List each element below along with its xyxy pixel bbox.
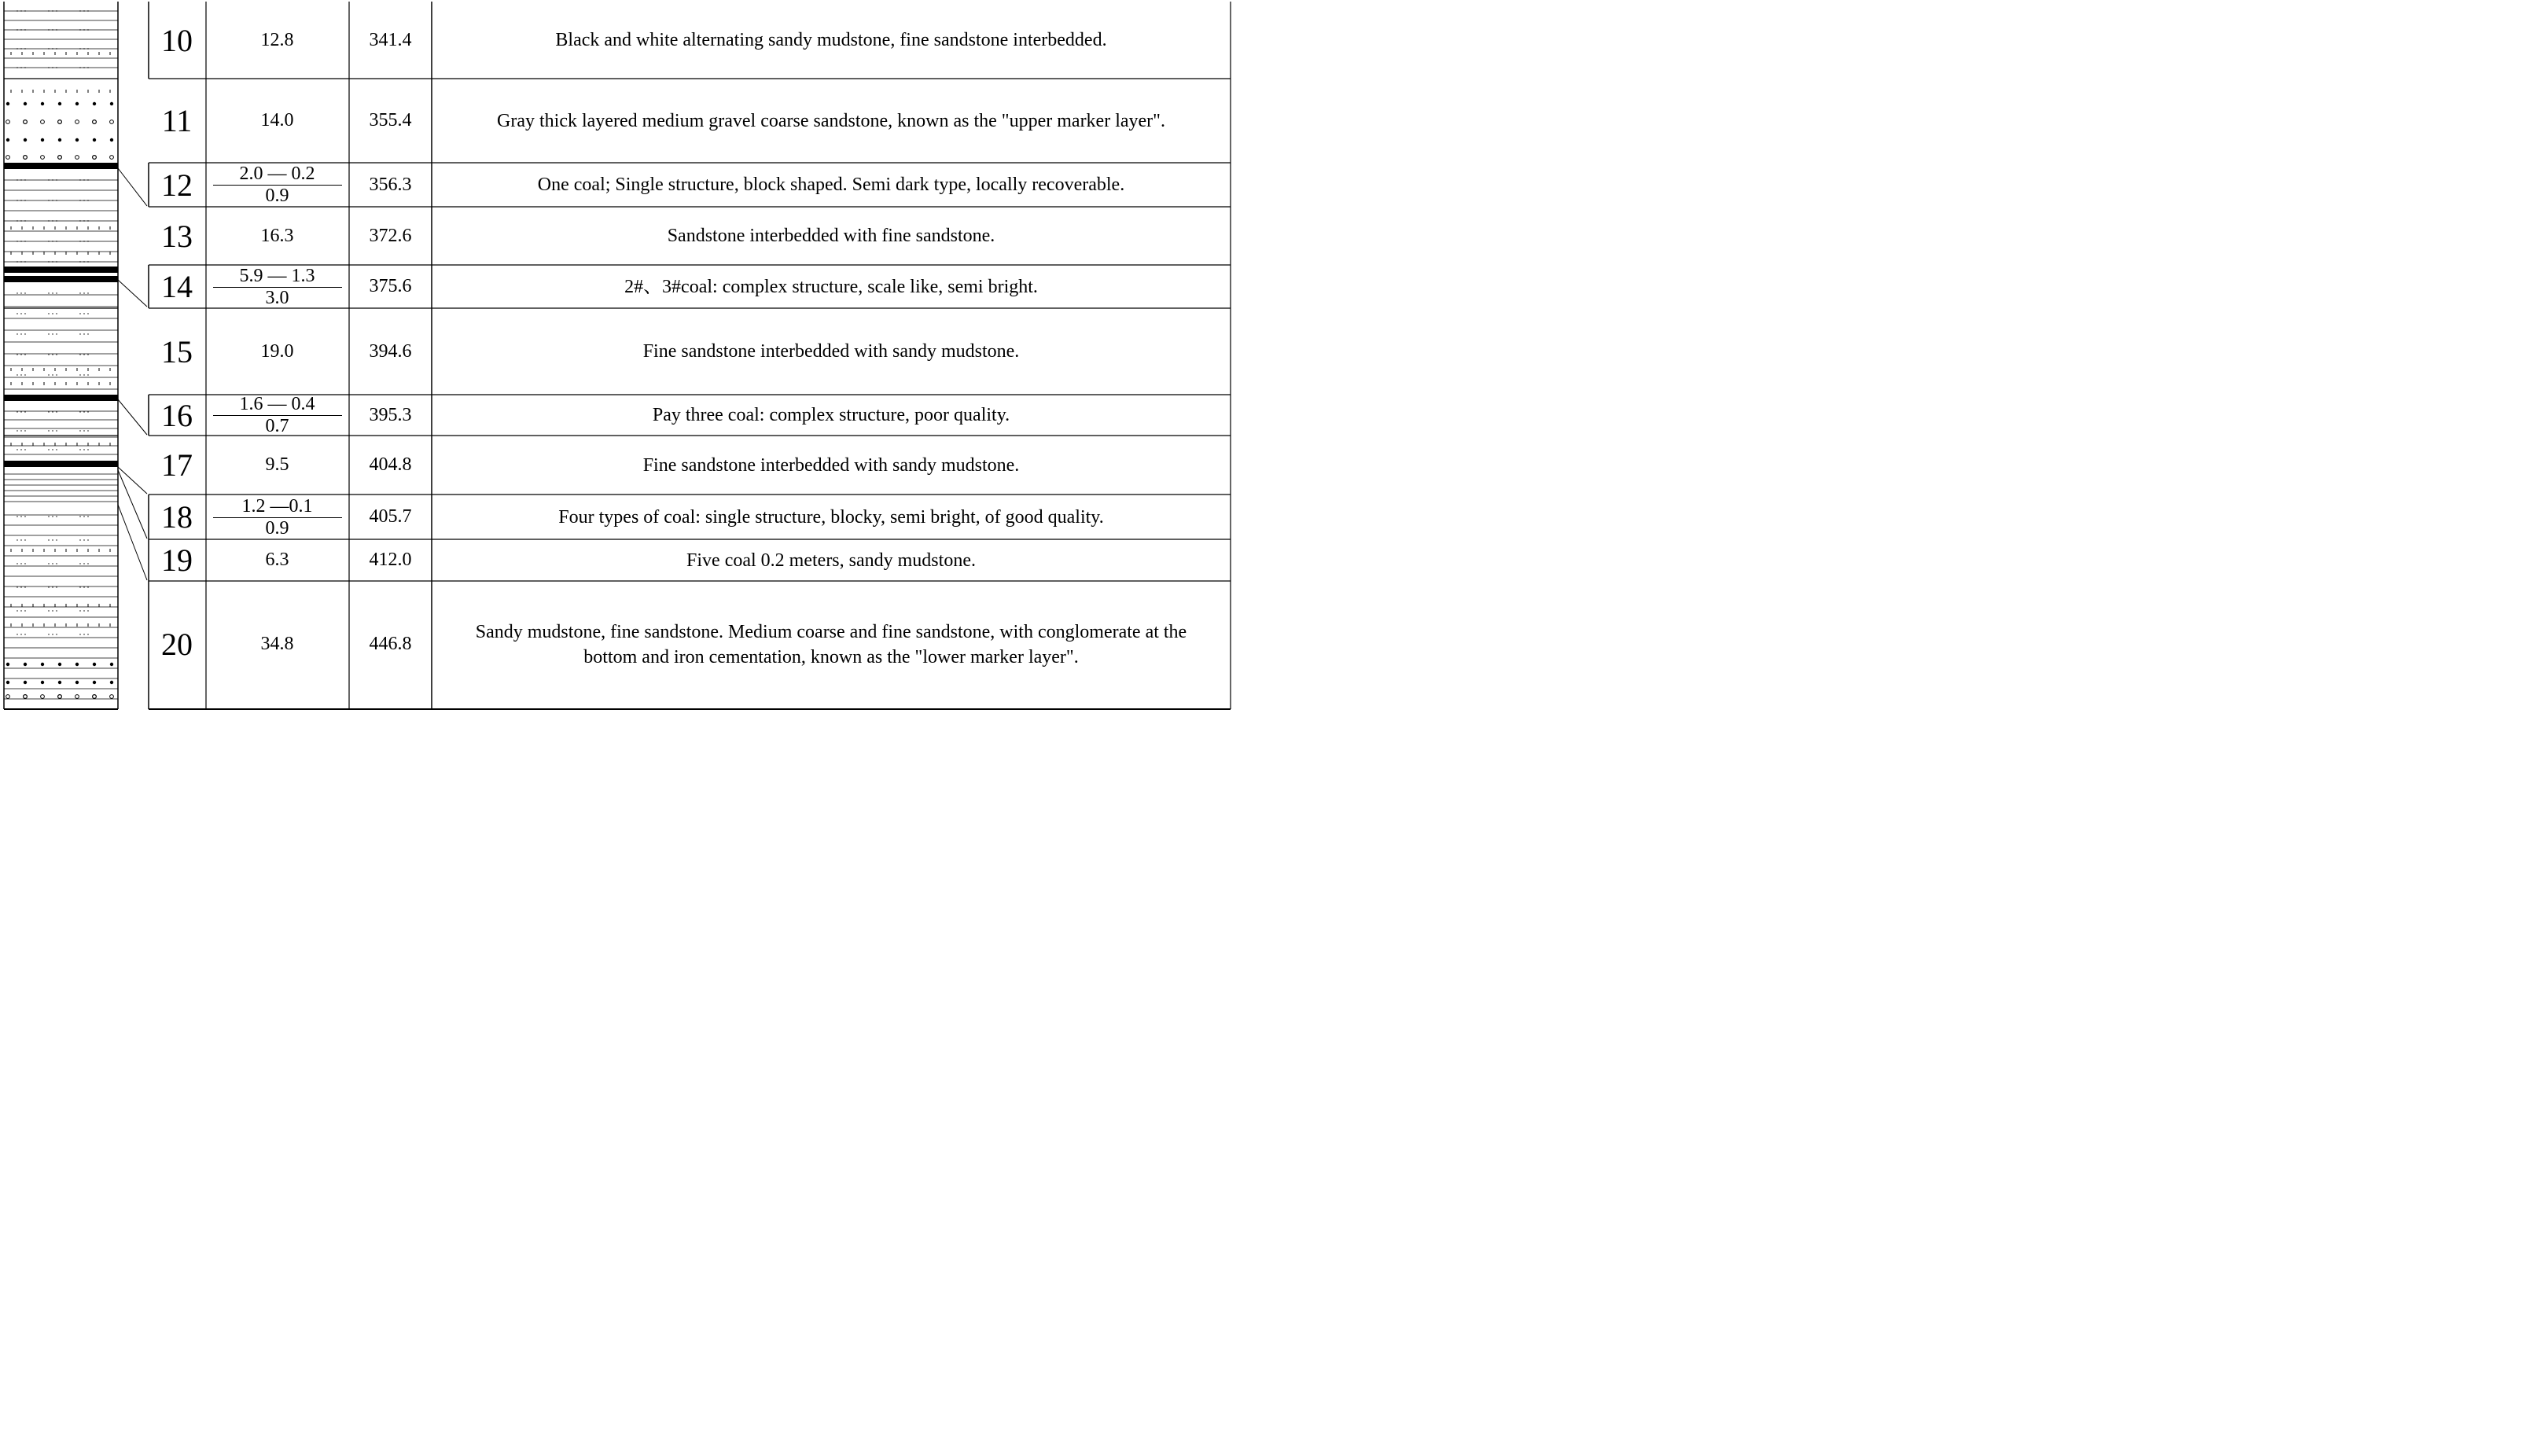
connector-line — [118, 168, 147, 206]
sandstone-stipple — [24, 586, 25, 587]
gravel-dot — [58, 102, 61, 105]
layer-depth: 412.0 — [369, 550, 412, 570]
layer-number: 10 — [161, 22, 193, 58]
coal-seam-band — [4, 276, 118, 282]
sandstone-stipple — [87, 374, 88, 375]
layer-thickness — [205, 395, 349, 436]
thickness-average: 3.0 — [265, 287, 289, 308]
sandstone-stipple — [79, 610, 80, 611]
table-row — [149, 395, 1231, 436]
sandstone-stipple — [79, 354, 80, 355]
sandstone-stipple — [79, 29, 80, 30]
gravel-dot — [24, 663, 27, 666]
thickness-range: 5.9 — 1.3 — [213, 267, 342, 288]
layer-thickness: 12.8 — [260, 29, 294, 50]
sandstone-stipple — [56, 610, 57, 611]
sandstone-stipple — [87, 516, 88, 517]
gravel-dot — [41, 102, 44, 105]
sandstone-stipple — [83, 292, 84, 293]
gravel-circle — [93, 120, 97, 124]
sandstone-stipple — [87, 586, 88, 587]
sandstone-stipple — [56, 10, 57, 11]
sandstone-stipple — [56, 516, 57, 517]
gravel-dot — [93, 663, 96, 666]
sandstone-stipple — [87, 539, 88, 540]
thickness-fraction — [213, 164, 342, 205]
sandstone-stipple — [87, 67, 88, 68]
gravel-circle — [6, 156, 10, 160]
sandstone-stipple — [20, 563, 21, 564]
sandstone-stipple — [56, 48, 57, 49]
sandstone-stipple — [87, 333, 88, 334]
gravel-circle — [110, 695, 114, 699]
sandstone-stipple — [52, 354, 53, 355]
gravel-circle — [75, 156, 79, 160]
sandstone-stipple — [79, 374, 80, 375]
gravel-dot — [6, 663, 9, 666]
connector-line — [118, 505, 147, 580]
sandstone-stipple — [20, 48, 21, 49]
sandstone-stipple — [48, 10, 49, 11]
sandstone-stipple — [83, 67, 84, 68]
layer-thickness: 9.5 — [265, 454, 289, 475]
sandstone-stipple — [48, 430, 49, 431]
sandstone-stipple — [52, 48, 53, 49]
gravel-dot — [24, 681, 27, 684]
sandstone-stipple — [20, 610, 21, 611]
sandstone-stipple — [56, 449, 57, 450]
sandstone-stipple — [24, 539, 25, 540]
layer-description: Five coal 0.2 meters, sandy mudstone. — [686, 550, 976, 571]
sandstone-stipple — [87, 563, 88, 564]
sandstone-stipple — [56, 29, 57, 30]
sandstone-stipple — [24, 67, 25, 68]
sandstone-stipple — [24, 516, 25, 517]
sandstone-stipple — [79, 516, 80, 517]
sandstone-stipple — [56, 430, 57, 431]
connector-line — [118, 399, 147, 435]
sandstone-stipple — [52, 292, 53, 293]
table-row — [149, 436, 1231, 495]
sandstone-stipple — [20, 292, 21, 293]
layer-number: 11 — [161, 103, 193, 138]
sandstone-stipple — [24, 430, 25, 431]
layer-thickness — [205, 265, 349, 308]
coal-seam-band — [4, 163, 118, 169]
thickness-average: 0.9 — [265, 517, 289, 539]
gravel-dot — [75, 681, 79, 684]
sandstone-stipple — [87, 29, 88, 30]
sandstone-stipple — [20, 449, 21, 450]
sandstone-stipple — [79, 261, 80, 262]
layer-number: 18 — [161, 499, 193, 535]
sandstone-stipple — [83, 586, 84, 587]
sandstone-stipple — [79, 563, 80, 564]
sandstone-stipple — [48, 333, 49, 334]
table-row — [149, 79, 1231, 163]
sandstone-stipple — [87, 313, 88, 314]
layer-number: 12 — [161, 167, 193, 203]
sandstone-stipple — [48, 67, 49, 68]
sandstone-stipple — [48, 563, 49, 564]
sandstone-stipple — [56, 563, 57, 564]
gravel-circle — [6, 120, 10, 124]
sandstone-stipple — [83, 10, 84, 11]
sandstone-stipple — [56, 374, 57, 375]
sandstone-stipple — [52, 449, 53, 450]
sandstone-stipple — [52, 563, 53, 564]
sandstone-stipple — [52, 610, 53, 611]
sandstone-stipple — [52, 179, 53, 180]
table-row — [149, 207, 1231, 265]
sandstone-stipple — [83, 48, 84, 49]
sandstone-stipple — [56, 354, 57, 355]
sandstone-stipple — [83, 539, 84, 540]
sandstone-stipple — [56, 411, 57, 412]
sandstone-stipple — [48, 586, 49, 587]
sandstone-stipple — [20, 10, 21, 11]
sandstone-stipple — [79, 539, 80, 540]
sandstone-stipple — [24, 29, 25, 30]
sandstone-stipple — [83, 29, 84, 30]
gravel-dot — [24, 138, 27, 142]
layer-description: One coal; Single structure, block shaped. Semi dark type, locally recoverable. — [537, 175, 1125, 195]
sandstone-stipple — [24, 374, 25, 375]
sandstone-stipple — [24, 449, 25, 450]
sandstone-stipple — [87, 48, 88, 49]
sandstone-stipple — [87, 292, 88, 293]
sandstone-stipple — [87, 449, 88, 450]
thickness-range: 2.0 — 0.2 — [213, 164, 342, 186]
gravel-dot — [93, 138, 96, 142]
sandstone-stipple — [20, 516, 21, 517]
sandstone-stipple — [83, 449, 84, 450]
sandstone-stipple — [48, 179, 49, 180]
sandstone-stipple — [48, 29, 49, 30]
gravel-dot — [58, 138, 61, 142]
sandstone-stipple — [87, 610, 88, 611]
gravel-circle — [110, 120, 114, 124]
layer-description: Pay three coal: complex structure, poor quality. — [652, 405, 1010, 425]
thickness-fraction — [213, 267, 342, 307]
sandstone-stipple — [52, 411, 53, 412]
layer-description: 2#、3#coal: complex structure, scale like, semi bright. — [624, 276, 1038, 297]
sandstone-stipple — [83, 374, 84, 375]
sandstone-stipple — [52, 29, 53, 30]
gravel-dot — [41, 663, 44, 666]
sandstone-stipple — [56, 333, 57, 334]
sandstone-stipple — [20, 313, 21, 314]
gravel-dot — [110, 138, 113, 142]
gravel-circle — [58, 156, 62, 160]
gravel-circle — [41, 120, 45, 124]
sandstone-stipple — [56, 261, 57, 262]
layer-number: 14 — [161, 269, 193, 304]
layer-number: 15 — [161, 333, 193, 370]
table-row — [149, 265, 1231, 308]
layer-description: Sandy mudstone, fine sandstone. Medium coarse and fine sandstone, with conglomerate at the bottom and iron cementation, known as the "lower marker layer". — [475, 621, 1187, 667]
sandstone-stipple — [48, 261, 49, 262]
gravel-circle — [6, 695, 10, 699]
thickness-range: 1.6 — 0.4 — [213, 395, 342, 416]
gravel-dot — [58, 663, 61, 666]
layer-number: 20 — [161, 627, 193, 662]
gravel-dot — [110, 663, 113, 666]
sandstone-stipple — [20, 179, 21, 180]
table-row — [149, 581, 1231, 708]
sandstone-stipple — [56, 539, 57, 540]
sandstone-stipple — [20, 430, 21, 431]
gravel-dot — [110, 681, 113, 684]
layer-description: Black and white alternating sandy mudstone, fine sandstone interbedded. — [555, 30, 1107, 50]
sandstone-stipple — [24, 10, 25, 11]
layer-depth: 394.6 — [369, 340, 412, 362]
sandstone-stipple — [24, 563, 25, 564]
sandstone-stipple — [79, 10, 80, 11]
layer-thickness — [205, 163, 349, 207]
gravel-circle — [110, 156, 114, 160]
sandstone-stipple — [48, 449, 49, 450]
sandstone-stipple — [79, 292, 80, 293]
sandstone-stipple — [79, 179, 80, 180]
sandstone-stipple — [20, 354, 21, 355]
sandstone-stipple — [20, 333, 21, 334]
coal-seam-band — [4, 267, 118, 273]
table-row — [149, 2, 1231, 79]
layer-depth: 341.4 — [369, 29, 412, 50]
layer-description: Fine sandstone interbedded with sandy mudstone. — [642, 341, 1020, 362]
layer-thickness: 6.3 — [265, 550, 289, 570]
sandstone-stipple — [52, 516, 53, 517]
sandstone-stipple — [48, 292, 49, 293]
sandstone-stipple — [52, 374, 53, 375]
gravel-dot — [75, 138, 79, 142]
sandstone-stipple — [52, 261, 53, 262]
thickness-fraction — [213, 395, 342, 436]
sandstone-stipple — [56, 220, 57, 221]
coal-seam-band — [4, 461, 118, 467]
layer-thickness: 19.0 — [260, 340, 294, 362]
layer-thickness: 16.3 — [260, 225, 294, 246]
sandstone-stipple — [24, 292, 25, 293]
layer-thickness — [205, 495, 349, 539]
layer-depth: 375.6 — [369, 276, 412, 296]
sandstone-stipple — [20, 261, 21, 262]
sandstone-stipple — [20, 411, 21, 412]
sandstone-stipple — [56, 313, 57, 314]
sandstone-stipple — [20, 220, 21, 221]
gravel-circle — [93, 695, 97, 699]
sandstone-stipple — [48, 516, 49, 517]
layer-number: 19 — [161, 542, 193, 578]
connector-line — [118, 280, 147, 307]
layer-depth: 356.3 — [369, 174, 412, 195]
gravel-dot — [6, 681, 9, 684]
sandstone-stipple — [87, 10, 88, 11]
thickness-average: 0.9 — [265, 186, 289, 206]
layer-depth: 404.8 — [369, 454, 412, 475]
layer-number: 13 — [161, 218, 193, 254]
gravel-dot — [41, 138, 44, 142]
layer-number: 16 — [161, 397, 193, 433]
sandstone-stipple — [48, 354, 49, 355]
sandstone-stipple — [24, 411, 25, 412]
sandstone-stipple — [24, 610, 25, 611]
sandstone-stipple — [83, 220, 84, 221]
sandstone-stipple — [20, 586, 21, 587]
layer-description: Sandstone interbedded with fine sandstone. — [667, 226, 995, 246]
gravel-dot — [24, 102, 27, 105]
layer-depth: 405.7 — [369, 506, 412, 527]
gravel-dot — [93, 681, 96, 684]
thickness-fraction — [213, 497, 342, 538]
sandstone-stipple — [56, 179, 57, 180]
sandstone-stipple — [83, 179, 84, 180]
coal-seam-band — [4, 395, 118, 401]
stratigraphic-column-figure — [0, 0, 1233, 711]
sandstone-stipple — [52, 220, 53, 221]
sandstone-stipple — [87, 261, 88, 262]
sandstone-stipple — [83, 610, 84, 611]
layer-description: Fine sandstone interbedded with sandy mudstone. — [642, 454, 1020, 476]
table-row — [149, 495, 1231, 539]
layer-description: Four types of coal: single structure, blocky, semi bright, of good quality. — [558, 506, 1104, 528]
table-row — [149, 308, 1231, 395]
sandstone-stipple — [20, 539, 21, 540]
sandstone-stipple — [48, 411, 49, 412]
layer-depth: 372.6 — [369, 225, 412, 246]
sandstone-stipple — [83, 430, 84, 431]
sandstone-stipple — [48, 220, 49, 221]
gravel-dot — [41, 681, 44, 684]
sandstone-stipple — [83, 516, 84, 517]
gravel-dot — [6, 138, 9, 142]
sandstone-stipple — [48, 610, 49, 611]
sandstone-stipple — [20, 67, 21, 68]
sandstone-stipple — [83, 333, 84, 334]
gravel-dot — [75, 663, 79, 666]
sandstone-stipple — [83, 563, 84, 564]
sandstone-stipple — [87, 179, 88, 180]
sandstone-stipple — [24, 313, 25, 314]
sandstone-stipple — [20, 374, 21, 375]
sandstone-stipple — [48, 48, 49, 49]
sandstone-stipple — [79, 67, 80, 68]
gravel-circle — [58, 695, 62, 699]
sandstone-stipple — [52, 10, 53, 11]
layer-thickness: 34.8 — [260, 634, 294, 654]
sandstone-stipple — [52, 539, 53, 540]
gravel-circle — [24, 695, 28, 699]
layer-depth: 395.3 — [369, 404, 412, 425]
sandstone-stipple — [52, 333, 53, 334]
sandstone-stipple — [56, 67, 57, 68]
sandstone-stipple — [52, 586, 53, 587]
sandstone-stipple — [79, 48, 80, 49]
thickness-average: 0.7 — [265, 416, 289, 436]
layer-depth: 446.8 — [369, 634, 412, 654]
sandstone-stipple — [48, 313, 49, 314]
sandstone-stipple — [24, 354, 25, 355]
sandstone-stipple — [83, 354, 84, 355]
gravel-circle — [58, 120, 62, 124]
sandstone-stipple — [52, 430, 53, 431]
sandstone-stipple — [79, 449, 80, 450]
gravel-circle — [93, 156, 97, 160]
gravel-circle — [41, 156, 45, 160]
gravel-dot — [93, 102, 96, 105]
gravel-dot — [58, 681, 61, 684]
sandstone-stipple — [24, 220, 25, 221]
sandstone-stipple — [48, 539, 49, 540]
sandstone-stipple — [79, 411, 80, 412]
sandstone-stipple — [56, 586, 57, 587]
sandstone-stipple — [52, 313, 53, 314]
sandstone-stipple — [79, 333, 80, 334]
sandstone-stipple — [79, 313, 80, 314]
sandstone-stipple — [83, 313, 84, 314]
layer-depth: 355.4 — [369, 110, 412, 131]
sandstone-stipple — [79, 430, 80, 431]
gravel-circle — [24, 156, 28, 160]
gravel-circle — [75, 120, 79, 124]
sandstone-stipple — [24, 179, 25, 180]
gravel-circle — [41, 695, 45, 699]
sandstone-stipple — [24, 48, 25, 49]
gravel-dot — [110, 102, 113, 105]
gravel-circle — [24, 120, 28, 124]
table-row — [149, 539, 1231, 581]
layer-thickness: 14.0 — [260, 110, 294, 131]
sandstone-stipple — [24, 333, 25, 334]
gravel-dot — [75, 102, 79, 105]
sandstone-stipple — [24, 261, 25, 262]
sandstone-stipple — [87, 411, 88, 412]
sandstone-stipple — [48, 374, 49, 375]
layer-number: 17 — [161, 447, 193, 483]
sandstone-stipple — [83, 411, 84, 412]
sandstone-stipple — [20, 29, 21, 30]
layer-description: Gray thick layered medium gravel coarse sandstone, known as the "upper marker layer". — [497, 110, 1165, 131]
gravel-dot — [6, 102, 9, 105]
sandstone-stipple — [56, 292, 57, 293]
gravel-circle — [75, 695, 79, 699]
sandstone-stipple — [79, 586, 80, 587]
table-row — [149, 163, 1231, 207]
sandstone-stipple — [87, 220, 88, 221]
sandstone-stipple — [87, 430, 88, 431]
sandstone-stipple — [83, 261, 84, 262]
sandstone-stipple — [52, 67, 53, 68]
sandstone-stipple — [79, 220, 80, 221]
thickness-range: 1.2 —0.1 — [213, 497, 342, 518]
sandstone-stipple — [87, 354, 88, 355]
